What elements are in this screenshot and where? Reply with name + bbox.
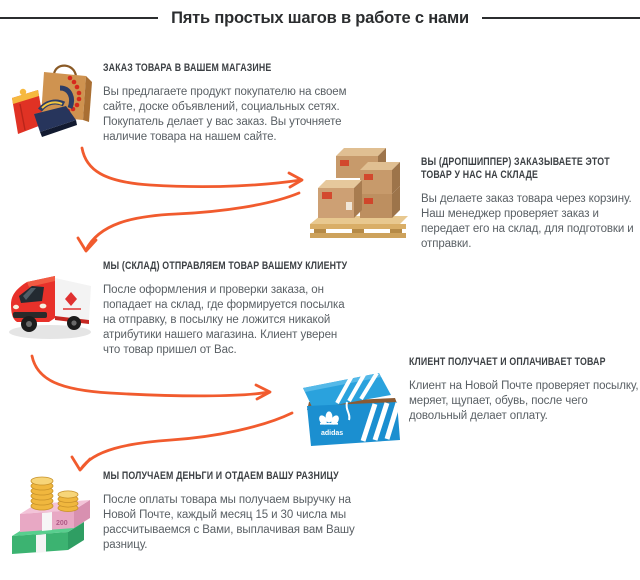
step-1 [103, 62, 353, 145]
step-5 [103, 470, 355, 553]
title-rule-right [482, 17, 640, 19]
step-1-body: Вы предлагаете продукт покупателю на своем сайте, доске объявлений, социальных сетях. Покупатель делает у вас заказ. Вы уточняете наличие товара на нашем сайте. [103, 86, 347, 143]
box-front [360, 194, 392, 218]
arrowhead-right [289, 173, 302, 187]
shopping-bags-icon [6, 58, 96, 150]
pallet-plank [310, 224, 406, 229]
step-4-heading: КЛИЕНТ ПОЛУЧАЕТ И ОПЛАЧИВАЕТ ТОВАР [409, 356, 606, 368]
gift-bow [20, 89, 26, 95]
box-label [364, 174, 373, 180]
step-3-heading: МЫ (СКЛАД) ОТПРАВЛЯЕМ ТОВАР ВАШЕМУ КЛИЕНТУ [103, 260, 348, 272]
step-5-body: После оплаты товара мы получаем выручку на Новой Почте, каждый месяц 15 и 30 числа мы рассчитываемся с Вами, выплачивая вам Вашу разницу. [103, 494, 355, 551]
step-4-body: Клиент на Новой Почте проверяет посылку, меряет, щупает, обувь, после чего довольный делает оплату. [409, 380, 639, 422]
arrow-step1-step2 [82, 148, 301, 187]
wheel-hub [71, 320, 76, 325]
title-rule-left [0, 17, 158, 19]
money-icon [6, 466, 96, 572]
page-title: Пять простых шагов в работе с нами [171, 8, 469, 27]
box-label [340, 160, 349, 166]
step-5-heading: МЫ ПОЛУЧАЕМ ДЕНЬГИ И ОТДАЕМ ВАШУ РАЗНИЦУ [103, 470, 339, 482]
arrow-step4-step5 [81, 413, 292, 469]
step-4 [409, 356, 640, 424]
delivery-van-icon [3, 260, 97, 350]
step-2 [421, 156, 640, 252]
step-3 [103, 260, 355, 358]
arrowhead-down [78, 238, 96, 251]
arrow-step3-step4 [32, 356, 269, 396]
shipping-label [346, 202, 352, 210]
step-2-heading: ВЫ (ДРОПШИППЕР) ЗАКАЗЫВАЕТЕ ЭТОТ ТОВАР У НАС НА СКЛАДЕ [421, 156, 610, 181]
box-front [360, 170, 392, 194]
step-3-body: После оформления и проверки заказа, он попадает на склад, где формируется посылка на отправку, в посылку не ложится никакой атрибутики нашего магазина. Клиент уверен что товар пришел от Вас. [103, 284, 345, 356]
brand-label: adidas [321, 430, 344, 437]
coin-stack-short [58, 491, 78, 512]
shoe-box-icon [301, 362, 403, 452]
van-logo-text [63, 308, 81, 310]
step-2-body: Вы делаете заказ товара через корзину. Наш менеджер проверяет заказ и передает его на склад, для подготовки и отправки. [421, 193, 634, 250]
headlight [40, 304, 47, 309]
arrowhead-right [256, 385, 270, 399]
pallet-block [390, 229, 402, 233]
pallet-block [352, 229, 364, 233]
step-1-heading: ЗАКАЗ ТОВАРА В ВАШЕМ МАГАЗИНЕ [103, 62, 272, 74]
coin-stack-tall [31, 477, 53, 510]
cardboard-boxes-icon [306, 140, 410, 248]
pallet-plank [310, 233, 406, 238]
banknote-value: 200 [56, 520, 68, 527]
pallet-block [314, 229, 326, 233]
box-label [364, 198, 373, 204]
header [0, 8, 640, 28]
arrow-step2-step3 [86, 193, 299, 250]
box-label [322, 192, 332, 199]
box-top [336, 148, 386, 156]
wheel-hub [26, 321, 32, 327]
headlight [13, 305, 19, 309]
